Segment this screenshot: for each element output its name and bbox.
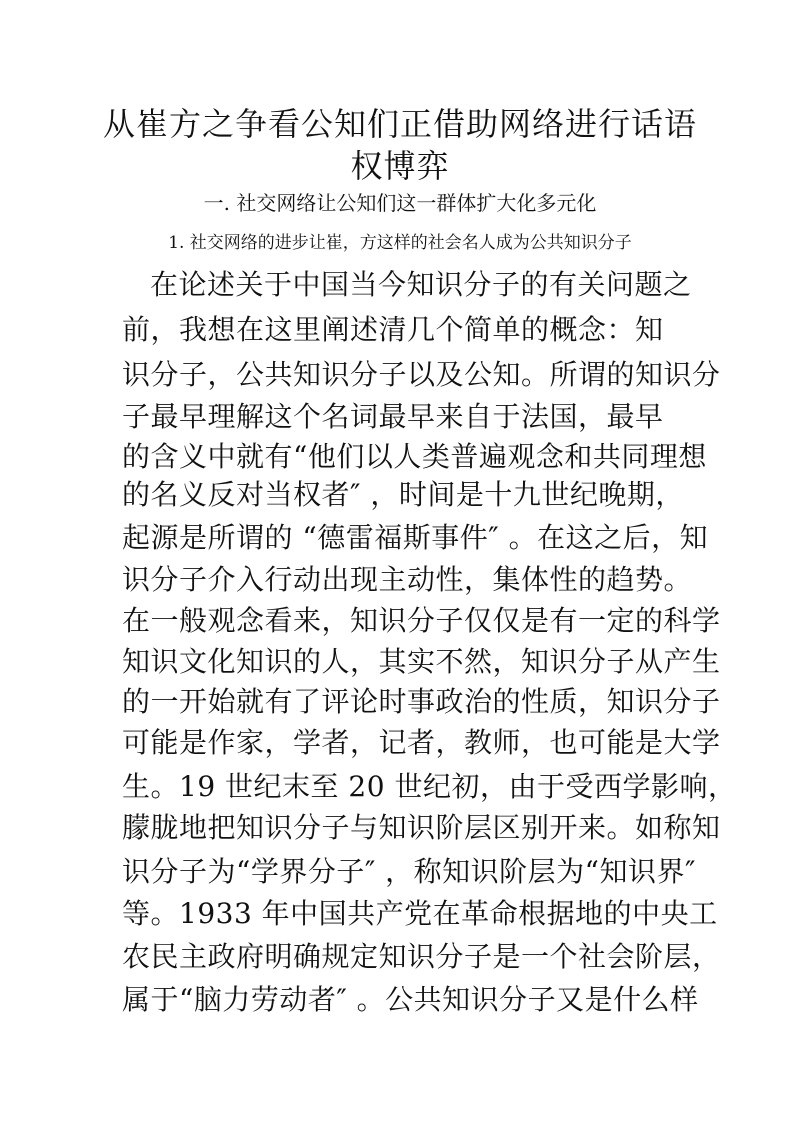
body-line: 农民主政府明确规定知识分子是一个社会阶层， (122, 940, 721, 973)
document-title-line-2: 权博弈 (350, 147, 450, 185)
body-line: 属于“脑力劳动者″ 。公共知识分子又是什么样 (122, 983, 699, 1016)
body-line: 知识文化知识的人，其实不然，知识分子从产生 (122, 645, 721, 678)
body-line: 的一开始就有了评论时事政治的性质，知识分子 (122, 685, 721, 718)
body-line: 在一般观念看来，知识分子仅仅是有一定的科学 (122, 604, 721, 637)
body-line: 识分子为“学界分子″ ，称知识阶层为“知识界″ (122, 855, 696, 888)
body-line: 子最早理解这个名词最早来自于法国，最早 (122, 400, 664, 433)
body-line: 生。19 世纪末至 20 世纪初，由于受西学影响， (122, 770, 737, 803)
document-title-line-1: 从崔方之争看公知们正借助网络进行话语 (102, 105, 697, 143)
body-line: 朦胧地把知识分子与知识阶层区别开来。如称知 (122, 811, 721, 844)
body-line: 前，我想在这里阐述清几个简单的概念：知 (122, 313, 664, 346)
body-line: 起源是所谓的 “德雷福斯事件″ 。在这之后，知 (122, 521, 709, 554)
body-line: 等。1933 年中国共产党在革命根据地的中央工 (122, 897, 718, 930)
body-line: 的含义中就有“他们以人类普遍观念和共同理想 (122, 440, 707, 473)
subsection-heading: 1. 社交网络的进步让崔，方这样的社会名人成为公共知识分子 (168, 233, 632, 253)
body-line: 在论述关于中国当今知识分子的有关问题之 (150, 268, 692, 301)
body-line: 识分子介入行动出现主动性，集体性的趋势。 (122, 563, 693, 596)
section-heading: 一. 社交网络让公知们这一群体扩大化多元化 (203, 191, 597, 215)
body-line: 的名义反对当权者″ ，时间是十九世纪晚期， (122, 478, 684, 511)
body-line: 识分子，公共知识分子以及公知。所谓的知识分 (122, 358, 721, 391)
body-line: 可能是作家，学者，记者，教师，也可能是大学 (122, 726, 721, 759)
